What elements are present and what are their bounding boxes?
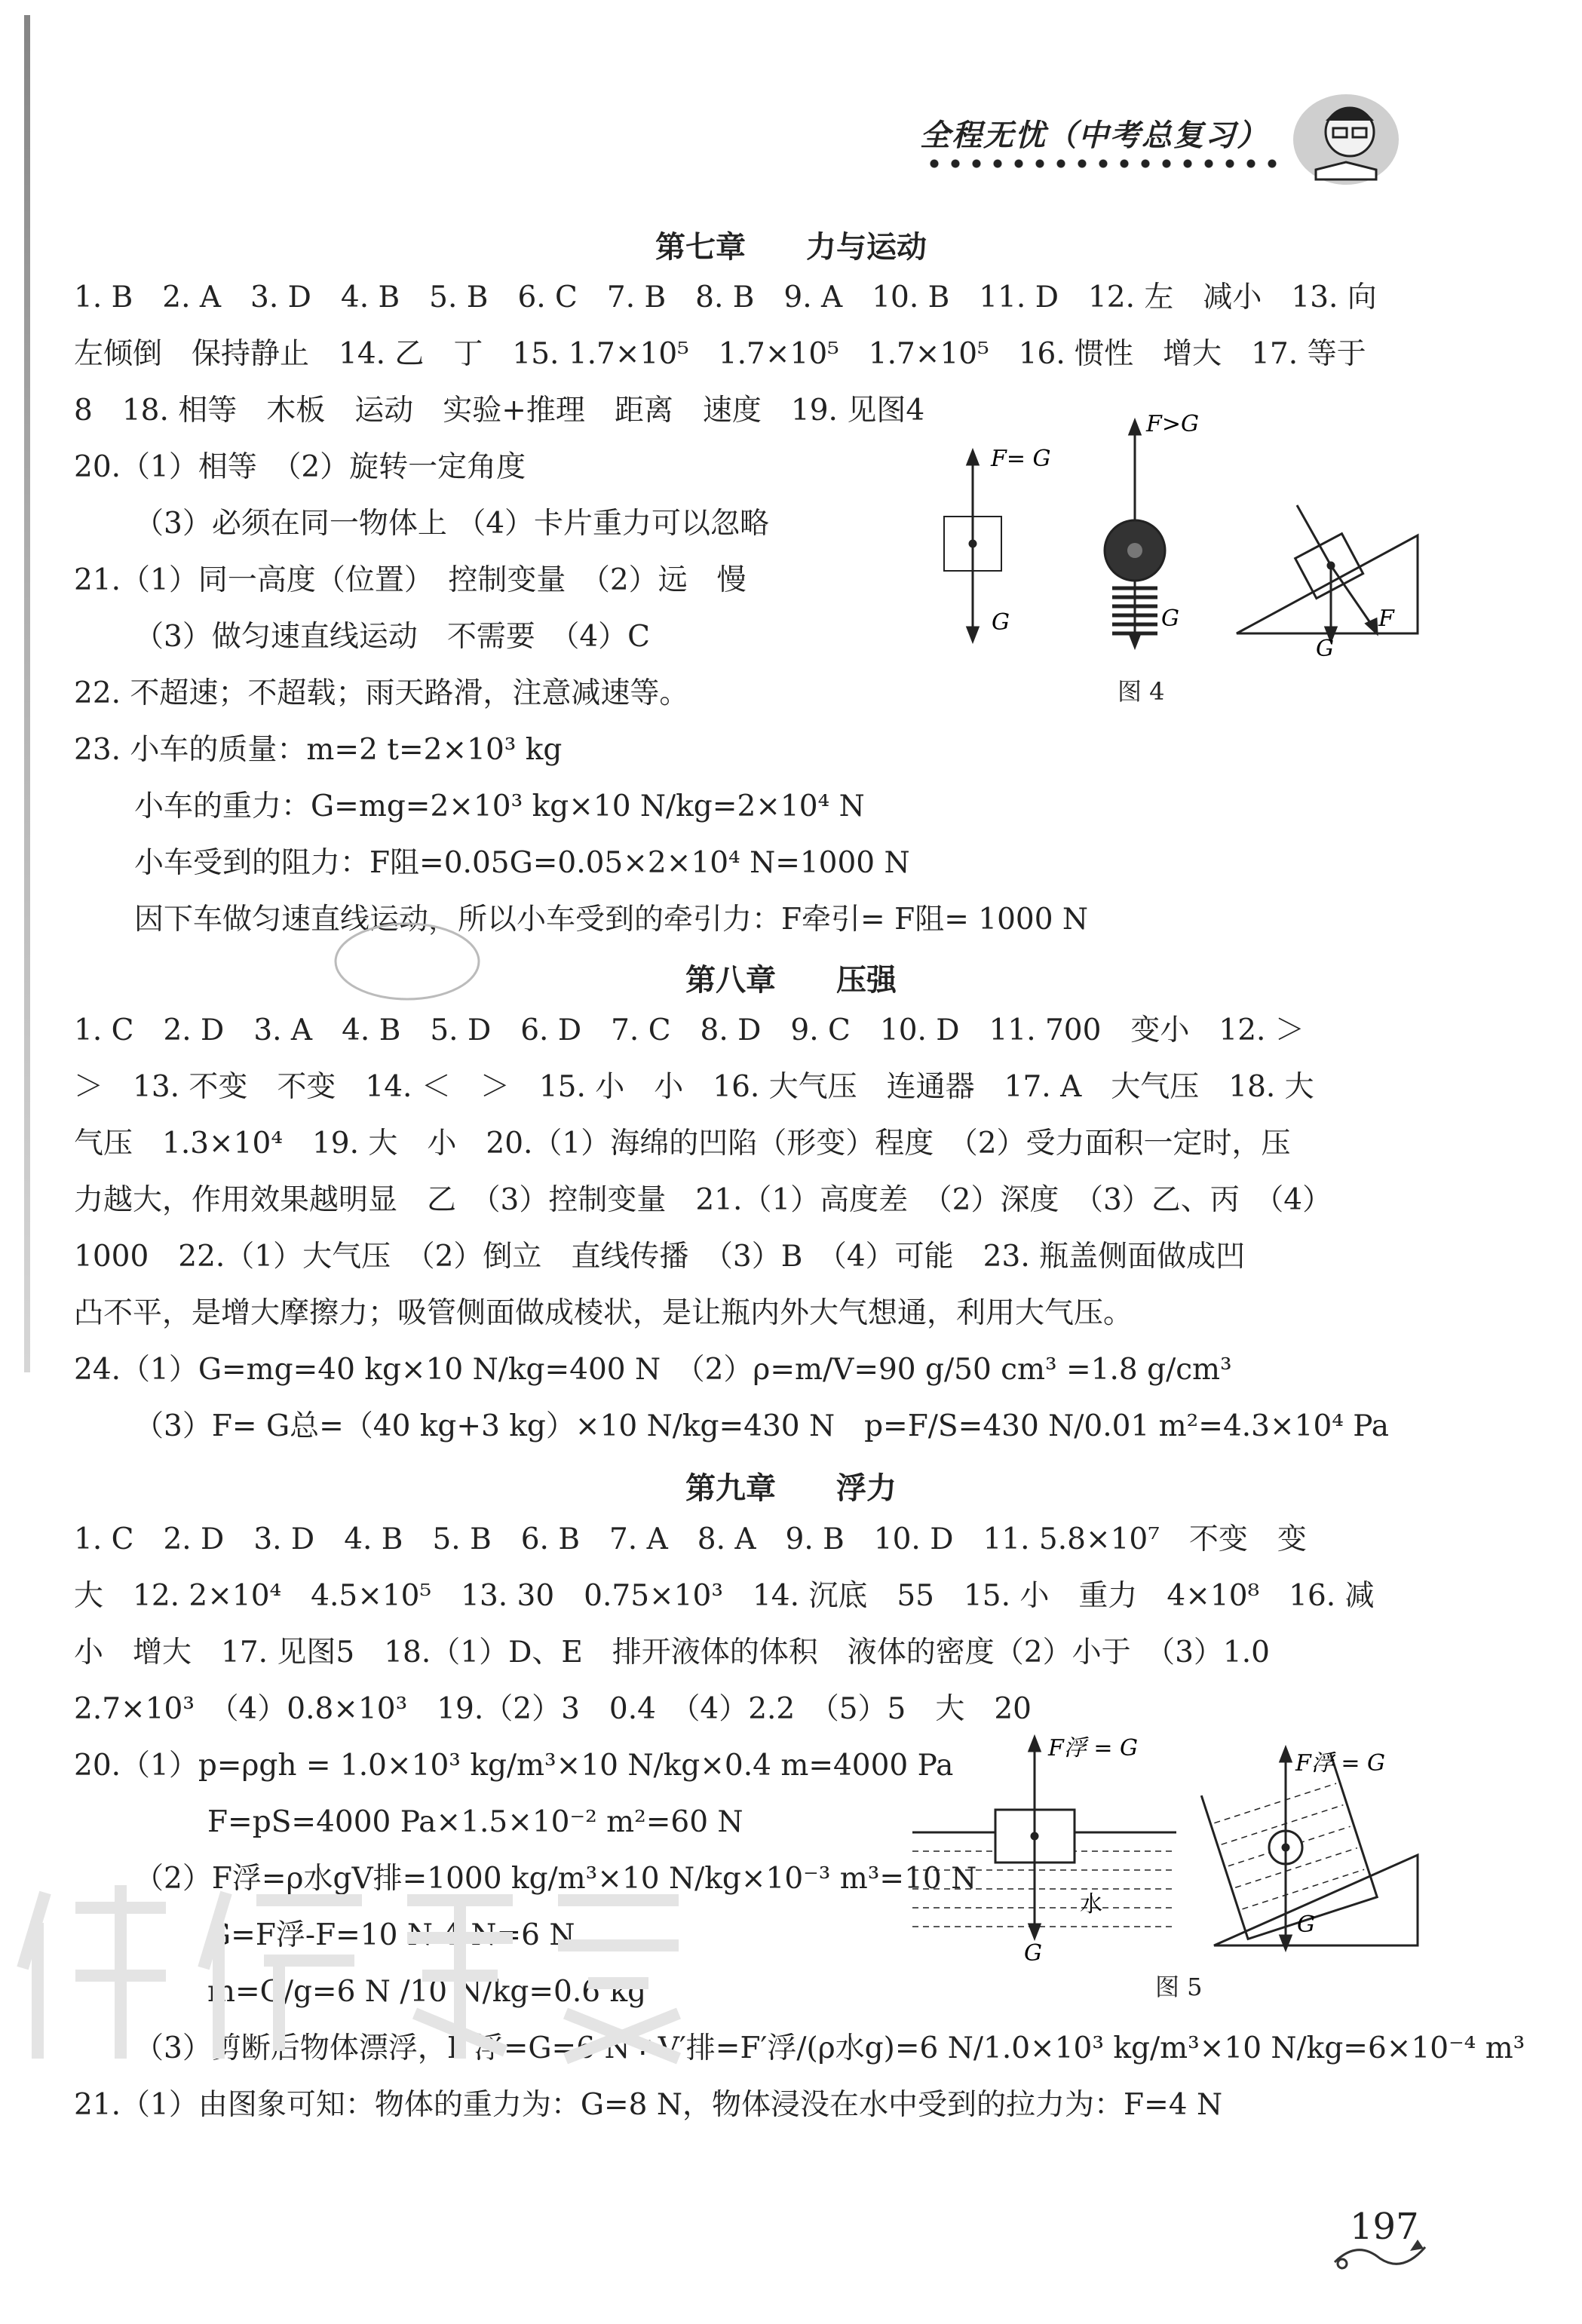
ch8-line: 气压 1.3×10⁴ 19. 大 小 20.（1）海绵的凹陷（形变）程度 （2）受力面积一定时，压 bbox=[74, 1127, 1291, 1160]
figure-5-caption: 图 5 bbox=[1155, 1973, 1203, 2001]
ch7-line: 因下车做匀速直线运动，所以小车受到的牵引力：F牵引= F阻= 1000 N bbox=[134, 903, 1089, 937]
ch9-line: 小 增大 17. 见图5 18.（1）D、E 排开液体的体积 液体的密度（2）小于 （3）1.0 bbox=[74, 1636, 1270, 1669]
ch9-line: G=F浮-F=10 N-4 N=6 N bbox=[207, 1918, 575, 1952]
ch9-line: 大 12. 2×10⁴ 4.5×10⁵ 13. 30 0.75×10³ 14. 沉底 55 15. 小 重力 4×10⁸ 16. 减 bbox=[74, 1579, 1375, 1613]
ch8-line: 凸不平，是增大摩擦力；吸管侧面做成棱状，是让瓶内外大气想通，利用大气压。 bbox=[74, 1296, 1133, 1330]
fig5-floating-block bbox=[912, 1737, 1176, 1938]
fig5-label: 水 bbox=[1080, 1891, 1102, 1918]
ch9-line: （3）剪断后物体漂浮，F′浮=G=6 N ∴V′排=F′浮/(ρ水g)=6 N/1.0×10³ kg/m³×10 N/kg=6×10⁻⁴ m³ bbox=[134, 2031, 1525, 2065]
chapter-8-title: 第八章 压强 bbox=[685, 962, 897, 998]
ch8-line: （3）F= G总=（40 kg+3 kg）×10 N/kg=430 N p=F/S=430 N/0.01 m²=4.3×10⁴ Pa bbox=[134, 1409, 1390, 1443]
figure-5 bbox=[905, 1727, 1433, 1968]
fig5-label: F浮 = G bbox=[1048, 1735, 1138, 1761]
header-dot-row bbox=[924, 158, 1278, 169]
fig4-label: G bbox=[1316, 636, 1334, 662]
fig5-label: G bbox=[1024, 1940, 1042, 1967]
ch8-line: ＞ 13. 不变 不变 14. ＜ ＞ 15. 小 小 16. 大气压 连通器 17. A 大气压 18. 大 bbox=[74, 1070, 1314, 1104]
ch8-line: 1. C 2. D 3. A 4. B 5. D 6. D 7. C 8. D 9. C 10. D 11. 700 变小 12. ＞ bbox=[74, 1013, 1305, 1047]
figure-4-caption: 图 4 bbox=[1118, 677, 1165, 706]
binding-edge bbox=[24, 15, 30, 1372]
ch9-line: F=pS=4000 Pa×1.5×10⁻² m²=60 N bbox=[207, 1805, 743, 1839]
fig5-label: G bbox=[1297, 1912, 1315, 1938]
fig4-spring-ball bbox=[1105, 421, 1165, 647]
ch9-line: m=G/g=6 N /10 N/kg=0.6 kg bbox=[207, 1975, 647, 2009]
ch7-line: 小车的重力：G=mg=2×10³ kg×10 N/kg=2×10⁴ N bbox=[134, 789, 865, 823]
ch7-line: 22. 不超速；不超载；雨天路滑，注意减速等。 bbox=[74, 676, 689, 710]
ch9-line: （2）F浮=ρ水gV排=1000 kg/m³×10 N/kg×10⁻³ m³=10 N bbox=[134, 1862, 977, 1896]
fig4-label: F>G bbox=[1146, 411, 1199, 437]
ch7-line: 20.（1）相等 （2）旋转一定角度 bbox=[74, 450, 526, 484]
figure-4 bbox=[935, 407, 1448, 679]
ch9-line: 20.（1）p=ρgh = 1.0×10³ kg/m³×10 N/kg×0.4 m=4000 Pa bbox=[74, 1749, 954, 1783]
ch7-line: 8 18. 相等 木板 运动 实验+推理 距离 速度 19. 见图4 bbox=[74, 394, 925, 428]
ch7-line: 23. 小车的质量：m=2 t=2×10³ kg bbox=[74, 733, 563, 767]
fig5-label: F浮 = G bbox=[1295, 1750, 1385, 1777]
fig4-label: G bbox=[1161, 606, 1179, 632]
faint-watermark bbox=[15, 1863, 709, 2074]
ch7-line: （3）必须在同一物体上 （4）卡片重力可以忽略 bbox=[134, 507, 770, 541]
page-number: 197 bbox=[1350, 2206, 1419, 2248]
ch9-line: 1. C 2. D 3. D 4. B 5. B 6. B 7. A 8. A 9. B 10. D 11. 5.8×10⁷ 不变 变 bbox=[74, 1522, 1307, 1556]
ch7-line: 左倾倒 保持静止 14. 乙 丁 15. 1.7×10⁵ 1.7×10⁵ 1.7×10⁵ 16. 惯性 增大 17. 等于 bbox=[74, 337, 1366, 371]
chapter-7-title: 第七章 力与运动 bbox=[655, 229, 927, 265]
ch7-line: （3）做匀速直线运动 不需要 （4）C bbox=[134, 620, 650, 654]
ch9-line: 21.（1）由图象可知：物体的重力为：G=8 N，物体浸没在水中受到的拉力为：F=4 N bbox=[74, 2088, 1223, 2122]
fig4-label: F= G bbox=[991, 446, 1051, 472]
ch7-line: 21.（1）同一高度（位置） 控制变量 （2）远 慢 bbox=[74, 563, 747, 597]
ch7-line: 小车受到的阻力：F阻=0.05G=0.05×2×10⁴ N=1000 N bbox=[134, 846, 910, 880]
ch7-line: 1. B 2. A 3. D 4. B 5. B 6. C 7. B 8. B 9. A 10. B 11. D 12. 左 减小 13. 向 bbox=[74, 281, 1377, 314]
chapter-9-title: 第九章 浮力 bbox=[685, 1470, 897, 1506]
ch8-line: 1000 22.（1）大气压 （2）倒立 直线传播 （3）B （4）可能 23. 瓶盖侧面做成凹 bbox=[74, 1240, 1246, 1274]
cartoon-reader-icon bbox=[1289, 90, 1403, 189]
ch8-line: 24.（1）G=mg=40 kg×10 N/kg=400 N （2）ρ=m/V=90 g/50 cm³ =1.8 g/cm³ bbox=[74, 1353, 1232, 1387]
fig4-label: F bbox=[1378, 606, 1394, 632]
fig4-label: G bbox=[992, 609, 1010, 636]
header-title: 全程无忧（中考总复习） bbox=[920, 118, 1268, 153]
ch9-line: 2.7×10³ （4）0.8×10³ 19.（2）3 0.4 （4）2.2 （5）5 大 20 bbox=[74, 1692, 1032, 1726]
flourish-ornament-icon bbox=[1327, 2232, 1433, 2277]
ch8-line: 力越大，作用效果越明显 乙 （3）控制变量 21.（1）高度差 （2）深度 （3）乙、丙 （4） bbox=[74, 1183, 1332, 1217]
